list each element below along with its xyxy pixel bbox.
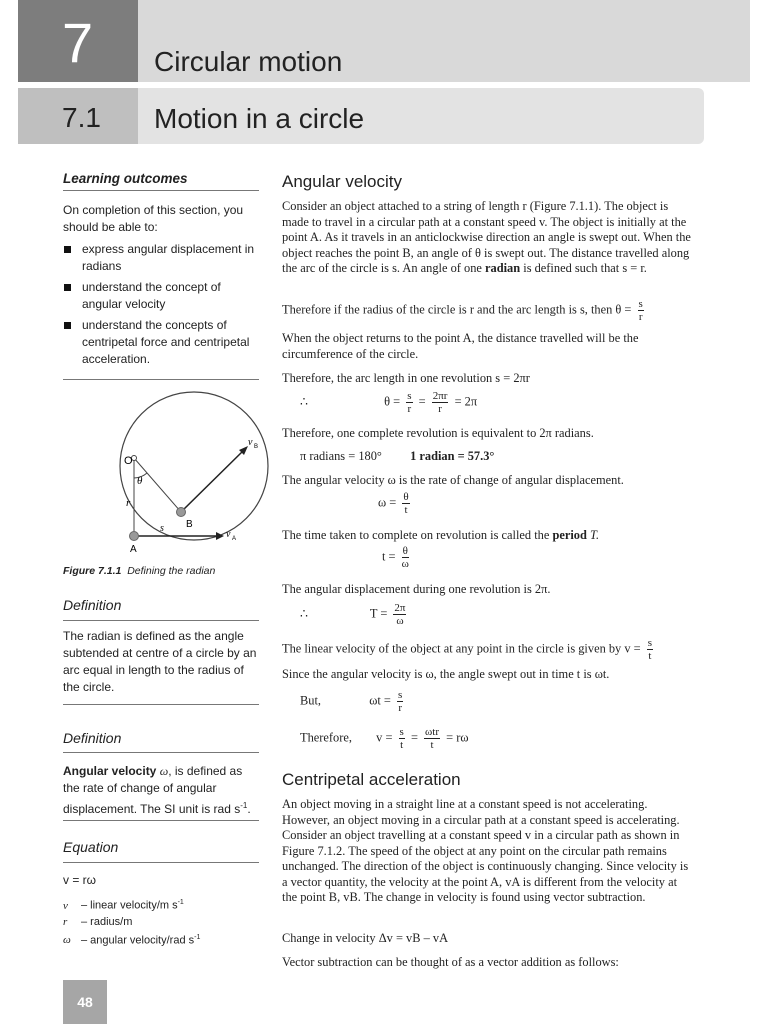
divider [63, 820, 259, 821]
equation-period-T: ∴ T = $\frac{2\pi}{\omega}$ [300, 602, 406, 627]
point-a [130, 532, 139, 541]
divider [63, 704, 259, 705]
chapter-title: Circular motion [154, 46, 343, 77]
label-s: s [160, 523, 164, 534]
heading-centripetal-acceleration: Centripetal acceleration [282, 770, 461, 789]
line-pi-radians: π radians = 180° 1 radian = 57.3° [300, 449, 495, 463]
line-rate: The angular velocity ω is the rate of change of angular displacement. [282, 473, 624, 487]
page-number: 48 [63, 980, 107, 1024]
list-item: understand the concept of angular velocity [63, 279, 259, 313]
learning-outcomes-title: Learning outcomes [63, 171, 188, 186]
label-r: r [126, 497, 131, 509]
line-period: The time taken to complete on revolution is called the period T. [282, 528, 600, 542]
divider [63, 190, 259, 191]
legend-row: r – radius/m [63, 915, 133, 928]
section-title: Motion in a circle [154, 103, 365, 134]
section-number: 7.1 [62, 102, 101, 133]
line-arc-length: Therefore, the arc length in one revolution s = 2πr [282, 371, 530, 385]
label-vb-sub: B [254, 444, 259, 450]
equation-main: v = rω [63, 873, 97, 887]
definition-title: Definition [63, 597, 122, 613]
definition-text: The radian is defined as the angle subtended at centre of a circle by an arc equal in length to the radius of the circle. [63, 629, 257, 694]
chapter-number: 7 [62, 11, 94, 74]
equation-legend [63, 895, 259, 948]
legend-row: v – linear velocity/m $s^{-1}$ [63, 899, 184, 912]
equation-therefore-v: Therefore, v = $\frac{s}{t}$ = $\frac{\text{ωtr}}{t}$ = rω [300, 726, 469, 751]
point-b [177, 508, 186, 517]
line-change-velocity: Change in velocity Δv = vB – vA [282, 931, 449, 945]
learning-outcomes-list [63, 241, 259, 368]
label-va-sub: A [232, 536, 237, 542]
label-va: v [226, 529, 231, 540]
learning-outcomes-intro: On completion of this section, you should be able to: [63, 203, 244, 234]
line-linear-velocity: The linear velocity of the object at any point in the circle is given by v = $\frac{s}{t}$ [282, 637, 653, 662]
equation-t: t = $\frac{\theta}{\omega}$ [382, 545, 409, 570]
heading-angular-velocity: Angular velocity [282, 172, 403, 191]
line-vector-subtraction: Vector subtraction can be thought of as a vector addition as follows: [282, 955, 619, 969]
line-revolution: Therefore, one complete revolution is equivalent to 2π radians. [282, 426, 594, 440]
divider [63, 752, 259, 753]
line-displacement: The angular displacement during one revolution is 2π. [282, 582, 551, 596]
label-b: B [186, 519, 193, 530]
label-a: A [130, 544, 137, 555]
paragraph-return: When the object returns to the point A, the distance travelled will be the circumference of the circle. [282, 331, 639, 361]
definition-angular-velocity: Angular velocity ω, is defined as the rate of change of angular displacement. The SI unit is rad $s^{-1}$. [63, 764, 251, 816]
divider [63, 620, 259, 621]
label-vb: v [248, 437, 253, 448]
circle-path [120, 392, 268, 540]
equation-theta-2pi: ∴ θ = $\frac{s}{r}$ = $\frac{2\pi r}{r}$ = 2π [300, 390, 478, 415]
line-since: Since the angular velocity is ω, the angle swept out in time t is ωt. [282, 667, 610, 681]
equation-title: Equation [63, 839, 119, 855]
paragraph-intro: Consider an object attached to a string of length r (Figure 7.1.1). The object is made to travel in a circular path at a constant speed v. The object is initially at the point A. As it travels in an anticlockwise direction an angle is swept out. When the object reaches the point B, an angle of θ is swept out. The distance travelled along the arc of the circle is s. An angle of one radian is defined such that s = r. [282, 199, 691, 275]
label-theta: θ [137, 475, 143, 487]
vb-arrow [181, 450, 244, 512]
equation-but: But, ωt = $\frac{s}{r}$ [300, 689, 403, 714]
label-o: O [124, 455, 133, 467]
list-item: understand the concepts of centripetal force and centripetal acceleration. [63, 317, 259, 368]
definition-title: Definition [63, 730, 122, 746]
radian-diagram [60, 388, 270, 558]
figure-caption: Figure 7.1.1 Defining the radian [63, 565, 216, 577]
legend-row: ω – angular velocity/rad $s^{-1}$ [63, 933, 201, 947]
list-item: express angular displacement in radians [63, 241, 259, 275]
learning-outcomes [63, 202, 259, 372]
va-arrowhead [216, 532, 224, 540]
line-therefore-theta: Therefore if the radius of the circle is r and the arc length is s, then θ = $\frac{s}{r}$ [282, 298, 643, 323]
equation-omega: ω = $\frac{\theta}{t}$ [378, 491, 409, 516]
divider [63, 379, 259, 380]
divider [63, 862, 259, 863]
paragraph-centripetal: An object moving in a straight line at a constant speed is not accelerating. However, an object moving in a circular path at a constant speed is accelerating. Consider an object travelling at a constant speed v in a circular path as shown in Figure 7.1.2. The speed of the object at any point on the circular path remains unchanged. The direction of the object is continuously changing. Since velocity is a vector quantity, the velocity at the point A, vA is different from the velocity at the point B, vB. The change in velocity is found using vector subtraction. [282, 797, 689, 904]
